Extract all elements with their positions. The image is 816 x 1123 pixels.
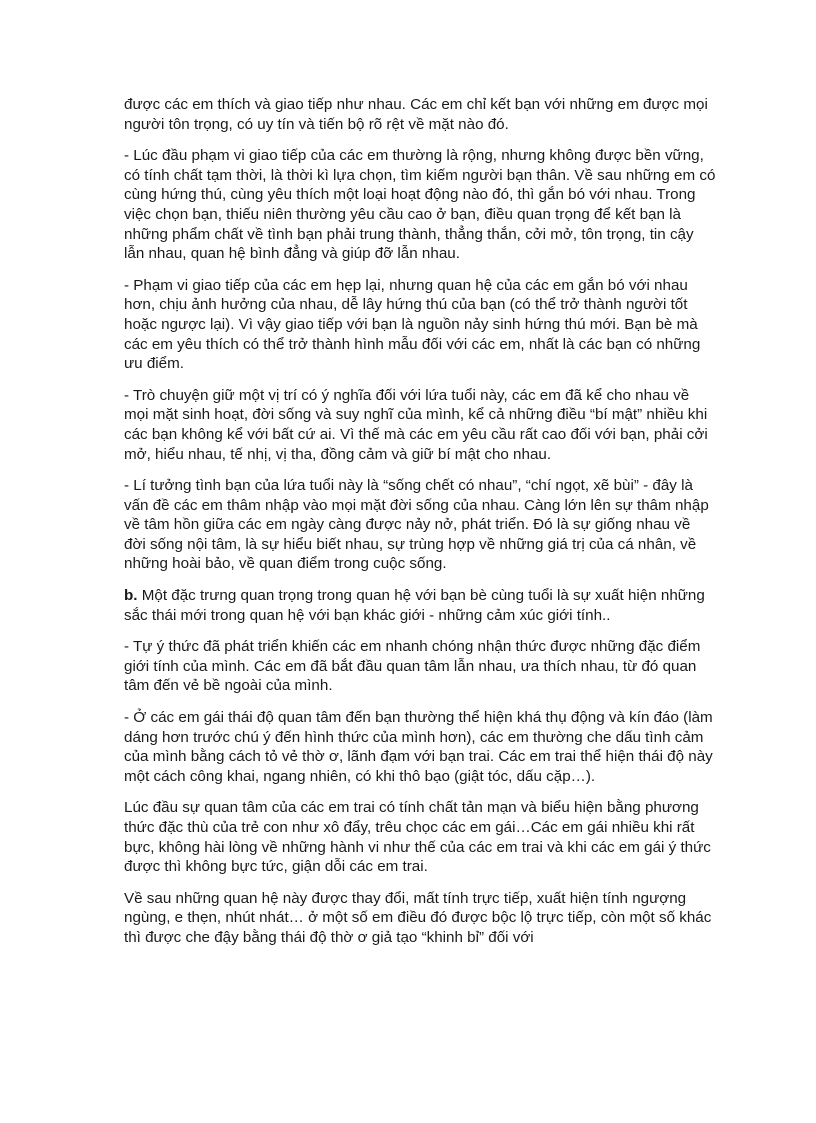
paragraph-4	[124, 386, 716, 464]
section-marker: b.	[124, 587, 138, 605]
paragraph-8	[124, 708, 716, 786]
paragraph-text: Về sau những quan hệ này được thay đổi, mất tính trực tiếp, xuất hiện tính ngượng ngùng, e thẹn, nhút nhát… ở một số em điều đó được bộc lộ trực tiếp, còn một số khác thì được che đậy bằng thái độ thờ ơ giả tạo “khinh bỉ” đối với	[124, 889, 712, 946]
paragraph-3	[124, 276, 716, 374]
paragraph-text: - Ở các em gái thái độ quan tâm đến bạn thường thể hiện khá thụ động và kín đáo (làm dáng hơn trước chú ý đến hình thức của mình hơn), các em thường che dấu tình cảm của mình bằng cách tỏ vẻ thờ ơ, lãnh đạm với bạn trai. Các em trai thể hiện thái độ này một cách công khai, ngang nhiên, có khi thô bạo (giật tóc, dấu cặp…).	[124, 709, 713, 785]
paragraph-text: Lúc đầu sự quan tâm của các em trai có tính chất tản mạn và biểu hiện bằng phương thức đặc thù của trẻ con như xô đẩy, trêu chọc các em gái…Các em gái nhiều khi rất bực, không hài lòng về những hành vi như thế của các em trai và khi các em gái ý thức được thì không bực tức, giận dỗi các em trai.	[124, 799, 711, 876]
paragraph-text: - Trò chuyện giữ một vị trí có ý nghĩa đối với lứa tuổi này, các em đã kể cho nhau về mọi mặt sinh hoạt, đời sống và suy nghĩ của mình, kể cả những điều “bí mật” nhiều khi các bạn không kể với bất cứ ai. Vì thế mà các em yêu cầu rất cao đối với bạn, phải cởi mở, hiểu nhau, tế nhị, vị tha, đồng cảm và giữ bí mật cho nhau.	[124, 386, 708, 463]
paragraph-text: được các em thích và giao tiếp như nhau. Các em chỉ kết bạn với những em được mọi người tôn trọng, có uy tín và tiến bộ rõ rệt về mặt nào đó.	[124, 96, 708, 133]
paragraph-10	[124, 889, 716, 948]
paragraph-text: - Phạm vi giao tiếp của các em hẹp lại, nhưng quan hệ của các em gắn bó với nhau hơn, chịu ảnh hưởng của nhau, dễ lây hứng thú của bạn (có thể trở thành người tốt hoặc ngược lại). Vì vậy giao tiếp với bạn là nguồn nảy sinh hứng thú mới. Bạn bè mà các em yêu thích có thể trở thành hình mẫu đối với các em, nhất là các bạn có những ưu điểm.	[124, 276, 701, 373]
paragraph-text: - Lí tưởng tình bạn của lứa tuổi này là “sống chết có nhau”, “chí ngọt, xẽ bùi” - đây là vấn đề các em thâm nhập vào mọi mặt đời sống của nhau. Càng lớn lên sự thâm nhập về tâm hồn giữa các em ngày càng được nảy nở, phát triển. Đó là sự giống nhau về đời sống nội tâm, là sự hiểu biết nhau, sự trùng hợp về những giá trị của cá nhân, về những hoài bảo, về quan điểm trong cuộc sống.	[124, 477, 709, 573]
paragraph-5	[124, 476, 716, 574]
paragraph-2	[124, 146, 716, 264]
paragraph-1	[124, 95, 716, 134]
paragraph-6	[124, 586, 716, 625]
paragraph-7	[124, 637, 716, 696]
paragraph-9	[124, 798, 716, 876]
paragraph-text: - Tự ý thức đã phát triển khiến các em nhanh chóng nhận thức được những đặc điểm giới tính của mình. Các em đã bắt đầu quan tâm lẫn nhau, ưa thích nhau, từ đó quan tâm đến vẻ bề ngoài của mình.	[124, 638, 701, 695]
paragraph-text: Một đặc trưng quan trọng trong quan hệ với bạn bè cùng tuổi là sự xuất hiện những sắc thái mới trong quan hệ với bạn khác giới - những cảm xúc giới tính..	[124, 587, 705, 624]
paragraph-text: - Lúc đầu phạm vi giao tiếp của các em thường là rộng, nhưng không được bền vững, có tính chất tạm thời, là thời kì lựa chọn, tìm kiếm người bạn thân. Về sau những em có cùng hứng thú, cùng yêu thích một loại hoạt động nào đó, thì gắn bó với nhau. Trong việc chọn bạn, thiếu niên thường yêu cầu cao ở bạn, điều quan trọng để kết bạn là những phẩm chất về tình bạn phải trung thành, thẳng thắn, cởi mở, tôn trọng, tin cậy lẫn nhau, quan hệ bình đẳng và giúp đỡ lẫn nhau.	[124, 147, 716, 263]
